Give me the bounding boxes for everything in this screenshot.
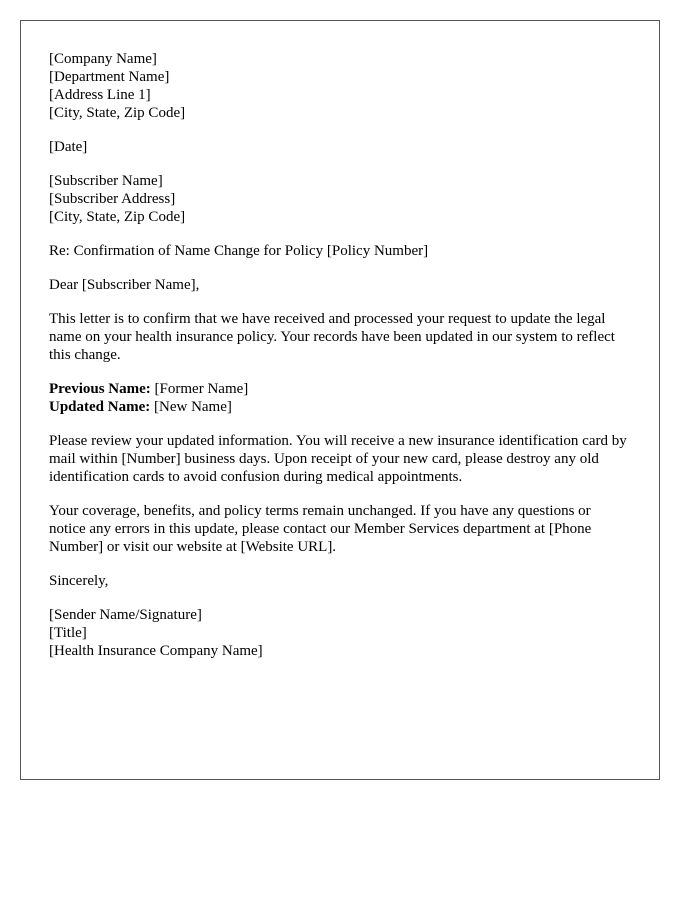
signature-name: [Sender Name/Signature]: [49, 607, 202, 623]
salutation: Dear [Subscriber Name],: [49, 277, 200, 293]
updated-name-row: [49, 398, 631, 416]
letter-date: [Date]: [49, 139, 88, 155]
updated-name-label: Updated Name:: [49, 399, 151, 415]
recipient-address-block: [49, 172, 631, 226]
sender-address-block: [49, 50, 631, 122]
body-paragraph-2: Please review your updated information. You will receive a new insurance identification card by mail within [Number] business days. Upon receipt of your new card, please destroy any old identification cards to avoid confusion during medical appointments.: [49, 433, 627, 485]
recipient-city-state-zip: [City, State, Zip Code]: [49, 209, 186, 225]
signature-block: [49, 606, 631, 660]
name-change-details: [49, 380, 631, 416]
closing: Sincerely,: [49, 573, 109, 589]
signature-company: [Health Insurance Company Name]: [49, 643, 263, 659]
sender-department: [Department Name]: [49, 69, 170, 85]
sender-address-line: [Address Line 1]: [49, 87, 151, 103]
subject-line: Re: Confirmation of Name Change for Policy [Policy Number]: [49, 243, 429, 259]
previous-name-row: [49, 380, 631, 398]
sender-company: [Company Name]: [49, 51, 157, 67]
letter-page: [20, 20, 660, 780]
previous-name-value: [Former Name]: [154, 381, 249, 397]
body-paragraph-3: Your coverage, benefits, and policy terms remain unchanged. If you have any questions or notice any errors in this update, please contact our Member Services department at [Phone Number] or visit our website at [Website URL].: [49, 503, 592, 555]
updated-name-value: [New Name]: [154, 399, 232, 415]
previous-name-label: Previous Name:: [49, 381, 151, 397]
recipient-address: [Subscriber Address]: [49, 191, 176, 207]
sender-city-state-zip: [City, State, Zip Code]: [49, 105, 186, 121]
recipient-name: [Subscriber Name]: [49, 173, 163, 189]
signature-title: [Title]: [49, 625, 87, 641]
body-paragraph-1: This letter is to confirm that we have received and processed your request to update the legal name on your health insurance policy. Your records have been updated in our system to reflect this change.: [49, 311, 615, 363]
